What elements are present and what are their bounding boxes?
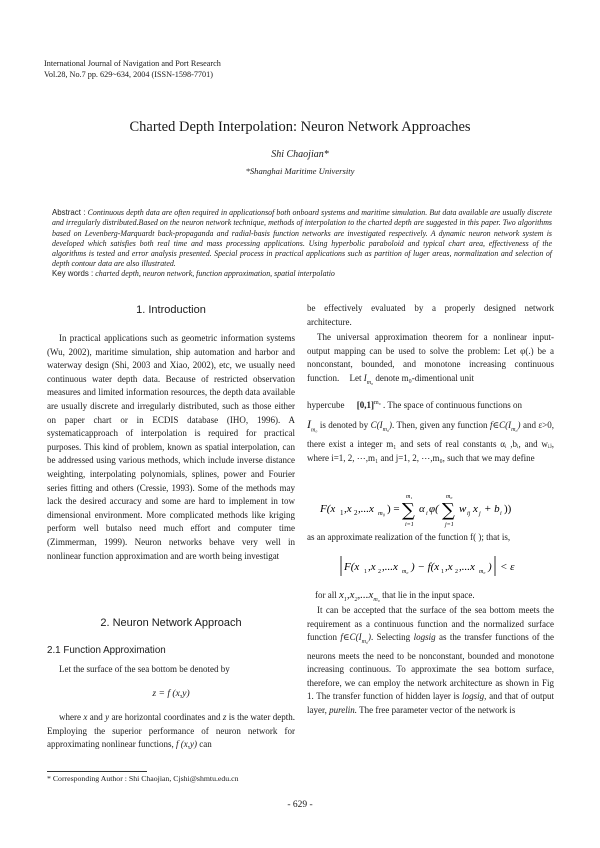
svg-text:∑: ∑ [402, 500, 415, 521]
svg-text:w: w [459, 503, 467, 515]
svg-text:m₀: m₀ [378, 510, 385, 517]
affiliation: *Shanghai Maritime University [245, 166, 355, 176]
svg-text:) − f(x: ) − f(x [411, 561, 440, 573]
sea-bottom-text: It can be accepted that the surface of the sea bottom meets the requirement as a continuous function and the normalized surface function [307, 605, 554, 643]
svg-text:2: 2 [378, 569, 381, 575]
right-paragraph-4 [307, 418, 554, 465]
sub21-paragraph-1 [47, 663, 295, 677]
theorem-intro: The universal approximation theorem for a nonlinear input-output mapping can be used to solve the problem: Let [307, 332, 554, 356]
symbol-C-I: $C(I_{m_0})$ [370, 420, 393, 433]
selecting-text: . Selecting [371, 632, 411, 643]
constants-text: and ε>0, there exist a integer m₁ and sets of real constants αᵢ ,bᵢ, and wᵢⱼ, where i=1, 2, ⋯,m₁ and j=1, 2, ⋯,m₀, such that we may define [307, 420, 554, 463]
svg-text:φ(: φ( [429, 503, 439, 515]
section-title-introduction: 1. Introduction [136, 304, 206, 316]
footnote: * Corresponding Author : Shi Chaojian, Cjshi@shmtu.edu.cn [47, 774, 239, 783]
theorem-phi: φ(.) be a nonconstant, bounded, and monotone increasing continuous function. [307, 345, 554, 383]
sub21-text-2a: where [59, 712, 81, 722]
equation-surface: z = f (x,y) [152, 688, 190, 699]
purelin-term: purelin. [329, 704, 358, 715]
svg-text:m₀: m₀ [479, 569, 486, 575]
symbol-f-in-C: $f\in C(I_{m_0})$ [489, 420, 521, 433]
svg-text:F(x: F(x [344, 561, 360, 573]
svg-text:,x: ,x [445, 561, 453, 573]
right-paragraph-7 [307, 604, 554, 718]
svg-text:x: x [473, 503, 478, 515]
svg-text:j: j [479, 511, 481, 517]
intro-paragraph: In practical applications such as geometric information systems (Wu, 2002), maritime simulation, ship automation and harbor and waterway design (Shi, 2003 and Xiao, 2002), etc, we usually need continuous water depth data. Because of restricted observation measures and limited information resources, the depth data available are usually discrete and irregularly distributed, such as those either on paper chart or in ECDIS database (IHO, 1996). A systematicapproach of interpolation is required for practical purposes. This kind of problem, known as spatial interpolation, can be addressed using various methods, which include inverse distance weighting, interpolating polynomials, splines, power and Fourier series fitting and others (Cressie, 1993). Some of the methods may lack the desired accuracy and some are hard to implement in tow dimensional environment. More complicated methods like kriging perform well butalso need much effort and computer time (Zimmerman, 1999). Neuron networks behave very well in nonlinear function approximation and are worth being investigat [47, 333, 295, 561]
sub21-text-2i: can [199, 739, 212, 750]
symbol-x-vector: $x_1,x_2,...x_{m_0}$ [339, 589, 380, 604]
svg-text:∑: ∑ [442, 500, 455, 521]
output-layer-text: and that of output layer, [307, 691, 554, 715]
logsig-term-2: logsig, [462, 691, 487, 702]
svg-text:m₁: m₁ [406, 494, 413, 500]
keywords [52, 269, 552, 279]
interval-exponent: m₀ [373, 400, 381, 406]
svg-text:1: 1 [441, 569, 444, 575]
equation-F-approximation [318, 490, 548, 530]
svg-text:+ b: + b [484, 503, 500, 515]
sub21-text-2e: are horizontal coordinates and [111, 712, 221, 722]
svg-text:,...x: ,...x [358, 503, 374, 515]
svg-text:j=1: j=1 [445, 522, 454, 528]
for-all-text: for all [315, 590, 337, 600]
abstract-label: Abstract : [52, 208, 86, 217]
space-text: . The space of continuous functions on [383, 400, 523, 410]
func-fxy: f (x,y) [175, 739, 197, 750]
svg-text:i=1: i=1 [405, 522, 414, 528]
svg-text:1: 1 [340, 509, 344, 517]
introduction-text [47, 332, 295, 563]
keywords-text: charted depth, neuron network, function approximation, spatial interpolatio [95, 269, 335, 278]
interval-01: [0,1] [356, 400, 374, 410]
paper-title: Charted Depth Interpolation: Neuron Network Approaches [129, 119, 471, 135]
var-y: y [105, 712, 110, 722]
svg-text:m₀: m₀ [402, 569, 409, 575]
logsig-term: logsig [413, 632, 436, 643]
abstract-text: Continuous depth data are often required in applicationsof both onboard systems and maritime simulation. But data available are usually discrete and irregularly distributed.Based on the neuron network technique, methods of interpolation to the charted depth are suggested in this paper. Two algorithms based on Levenberg-Marquardt back-propaganda and radial-basis function networks are investigated respectively. A dynamic neuron network system is developed which satisfies both real time and mass processing applications. Using hyperbolic paraboloid and typical chart area, effectiveness of the algorithms is tested and error analysis presented. Special process in practical applications such as partition of luger areas, normalization and selection of depth contour data are also illustrated. [52, 208, 552, 269]
svg-text:1: 1 [364, 569, 367, 575]
given-text: . Then, given any function [392, 420, 488, 430]
journal-name: International Journal of Navigation and Port Research [44, 59, 221, 68]
svg-text:): ) [488, 561, 492, 573]
svg-text:i: i [500, 511, 502, 517]
svg-text:i: i [426, 511, 428, 517]
sub21-text-2c: and [89, 712, 103, 722]
equation-error-bound [338, 553, 538, 579]
sub21-text-2g: is the water depth. Employing the superior performance of neuron network for approximating nonlinear functions, [47, 712, 296, 750]
svg-text:ij: ij [467, 511, 471, 517]
right-paragraph-3 [307, 397, 554, 413]
svg-text:) =: ) = [387, 503, 400, 515]
footnote-rule [47, 771, 147, 772]
svg-text:m₀: m₀ [446, 494, 453, 500]
theorem-hypercube-text: denote m₀-dimentional unit [375, 372, 475, 383]
svg-text:F(x: F(x [320, 503, 336, 515]
svg-text:2: 2 [455, 569, 458, 575]
svg-text:< ε: < ε [500, 561, 515, 573]
symbol-I-m0-b: $I_{m_0}$ [307, 417, 318, 434]
journal-header [44, 58, 221, 80]
svg-text:,x: ,x [368, 561, 376, 573]
denoted-text: is denoted by [319, 420, 369, 430]
parameter-vector-text: The free parameter vector of the network is [359, 704, 516, 715]
var-z: z [222, 712, 227, 722]
svg-text:α: α [419, 503, 425, 515]
input-space-text: that lie in the input space. [382, 590, 475, 600]
approx-realization-text: as an approximate realization of the function f( ); that is, [307, 532, 511, 542]
symbol-I-m0: $I_{m_0}$ [363, 372, 374, 386]
abstract [52, 208, 552, 270]
svg-text:,...x: ,...x [382, 561, 398, 573]
right-paragraph-1 [307, 302, 554, 329]
right-text-1: be effectively evaluated by a properly designed network architecture. [307, 303, 554, 327]
symbol-f-in-C-b: $f\in C(I_{m_0})$ [340, 632, 372, 645]
sub21-text-1: Let the surface of the sea bottom be denoted by [59, 664, 230, 674]
page-number: - 629 - [287, 800, 313, 810]
right-paragraph-5 [307, 531, 554, 545]
var-x: x [83, 712, 88, 722]
subsection-title-function-approximation: 2.1 Function Approximation [47, 645, 166, 656]
svg-text:)): )) [504, 503, 512, 515]
theorem-let: Let [349, 372, 362, 383]
svg-text:,...x: ,...x [459, 561, 475, 573]
svg-text:,x: ,x [344, 503, 352, 515]
right-paragraph-2 [307, 331, 554, 390]
journal-volume: Vol.28, No.7 pp. 629~634, 2004 (ISSN-1598-7701) [44, 70, 213, 79]
svg-text:2: 2 [354, 509, 358, 517]
transfer-text: as the transfer functions of the neurons meets the need to be nonconstant, bounded and monotone increasing continuous. To approximate the sea bottom surface, therefore, we can employ the network architecture as shown in Fig 1. The transfer function of hidden layer is [307, 632, 555, 702]
hypercube-word: hypercube [307, 400, 345, 410]
section-title-neuron-network: 2. Neuron Network Approach [100, 617, 242, 629]
author: Shi Chaojian* [271, 149, 329, 160]
keywords-label: Key words : [52, 269, 94, 278]
sub21-paragraph-2 [47, 711, 295, 752]
